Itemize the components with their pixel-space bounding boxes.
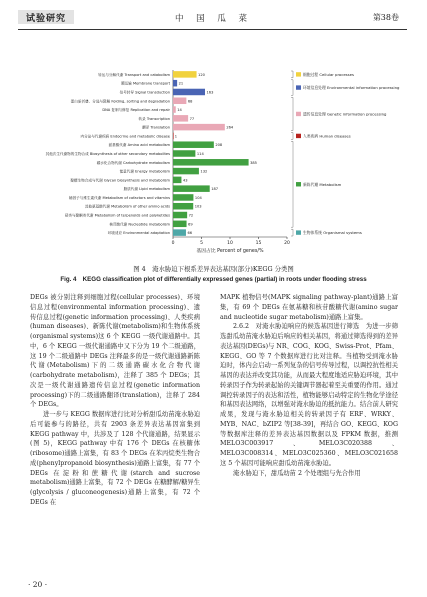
category-label: 转运与分解代谢 Transport and catabolism	[98, 72, 170, 77]
data-label: 187	[211, 187, 219, 192]
bar	[173, 141, 214, 148]
bar	[173, 89, 205, 96]
category-label: 萜类与聚酮类代谢 Metabolism of terpenoids and polyketides	[64, 213, 170, 218]
category-label: 转录 Transcription	[138, 116, 170, 121]
kegg-bar-chart	[0, 0, 427, 262]
body-right-column	[220, 293, 398, 478]
paragraph: 淹水胁迫下，甜瓜幼苗 2 个处理组与先合作用	[233, 469, 361, 477]
bar	[173, 159, 249, 166]
bar	[173, 133, 174, 140]
data-label: 103	[194, 204, 202, 209]
category-label: 碳水化合物代谢 Carbohydrate metabolism	[96, 160, 170, 165]
category-label: 氨基酸代谢 Amino acid metabolism	[108, 143, 170, 148]
data-label: 21	[178, 81, 184, 86]
legend-swatch	[296, 112, 301, 116]
legend-label: 新陈代谢 Metabolism	[303, 181, 342, 187]
section-tag: 试验研究	[18, 10, 74, 24]
legend-label: 人类疾病 Human diseases	[303, 133, 351, 139]
legend-bracket	[291, 97, 293, 130]
legend-label: 生物体系统 Organismal systems	[303, 230, 362, 236]
x-tick-label: 20	[284, 241, 290, 246]
bar	[173, 71, 197, 78]
paragraph: 进一步与 KEGG 数据库进行比对分析甜瓜幼苗淹水胁迫后可能参与的路径，共有 2903 条差异表达基因富集到 KEGG pathway 中，共涉及了 128 个代谢通路，结果显示(图 5)，KEGG pathway 中有 176 个 DEGs 在核糖体(ribosome)通路上富集，有 83 个 DEGs 在苯丙烷类生物合成(phenylpropanoid biosynthesis)通路上富集，有 77 个 DEGs 在淀粉和蔗糖代谢(starch and sucrose metabolism)通路上富集，有 72 个 DEGs 在糖酵解/糖异生(glycolysis / gluconeogenesis)通路上富集，有 72 个 DEGs 在	[30, 411, 200, 506]
x-axis-title: 基因占比 Percent of genes/%	[196, 249, 264, 254]
category-label: 蛋白质折叠、分选与降解 Folding, sorting and degradation	[70, 99, 170, 104]
bar	[173, 124, 225, 131]
x-tick-label: 15	[255, 241, 262, 246]
legend-bracket	[291, 141, 293, 227]
category-label: DNA 复制与修复 Replication and repair	[102, 108, 170, 113]
data-label: 14	[177, 108, 182, 113]
bar	[173, 115, 188, 122]
bar	[173, 168, 199, 175]
data-label: 385	[250, 160, 257, 165]
data-label: 132	[200, 169, 208, 174]
data-label: 264	[226, 125, 234, 130]
legend-bracket	[291, 71, 293, 78]
page-number: · 20 ·	[28, 580, 48, 589]
bar	[173, 194, 193, 201]
category-label: 聚糖生物合成与代谢 Glycan biosynthesis and metabolism	[70, 178, 170, 183]
bar	[173, 106, 176, 113]
category-label: 脂质代谢 Lipid metabolism	[123, 187, 170, 192]
data-label: 68	[187, 99, 193, 104]
paragraph: DEGs 被分别注释到细胞过程(cellular processes)、环境信息过程(environmental information processing)、遗传信息过程(genetic information processing)、人类疾病(human diseases)、新陈代谢(metabolism)和生物体系统(organismal systems)这 6 个 KEGG 一级代谢通路中。其中，6 个 KEGG 一级代谢通路中又下分为 19 个二级通路，这 19 个二级通路中 DEGs 注释最多的是一级代谢通路新陈代谢(Metabolism)下的二级通路碳水化合物代谢(carbohydrate metabolism)，注释了 385 个 DEGs；其次是一级代谢通路遗传信息过程(genetic information processing)下的二级通路翻译(translation)，注释了 284 个 DEGs。	[30, 294, 200, 409]
data-label: 208	[215, 143, 223, 148]
category-label: 核苷酸代谢 Nucleotide metabolism	[109, 222, 170, 227]
category-label: 其他次生代谢物的生物合成 Biosynthesis of other secondary metabolites	[45, 152, 170, 156]
data-label: 114	[196, 152, 204, 156]
figure-caption-en: Fig. 4 KEGG classification plot of differentially expressed genes (partial) in roots under flooding stress	[60, 276, 367, 283]
bar	[173, 177, 181, 184]
x-tick-label: 5	[200, 241, 203, 246]
category-label: 其他氨基酸代谢 Metabolism of other amino acids	[84, 204, 170, 209]
bar	[173, 150, 195, 157]
data-label: 66	[187, 231, 193, 236]
legend-swatch	[296, 134, 301, 138]
data-label: 1	[174, 134, 177, 139]
body-left-column	[30, 293, 200, 508]
legend-bracket	[291, 80, 293, 96]
data-label: 69	[188, 222, 193, 227]
paragraph: 2.6.2 对淹水胁迫响应的候选基因进行筛选 为进一步筛选甜瓜幼苗淹水胁迫后响应的相关基因，将通过筛选得到的差异表达基因(DEGs)与 NR、COG、KOG、Swiss-Prot、Pfam、KEGG、GO 等 7 个数据库进行比对注释。当植物受到淹水胁迫时，体内会启动一系列复杂的信号传导过程，以调控抗性相关基因的表达并改变其功能，从而最大程度地适应胁迫环境，其中转录因子作为转录起始的关键调节器起着至关重要的作用。通过调控转录因子的表达和活性，植物能够启动特定的生物化学途径和基因表达网络，以增强对淹水胁迫的抵抗能力。结合前人研究成果，发现与淹水胁迫相关的转录因子有 ERF、WRKY、MYB、NAC、bZIP2 等[38-39]，再结合 GO、KEGG、KOG 等数据库注释的差异表达基因数据以及 FPKM 数据，推测 MELO3C003917、MELO3C020388、MELO3C008314、MELO3C025360、MELO3C021658 这 5 个基因可能响应甜瓜幼苗淹水胁迫。	[220, 323, 398, 467]
legend-swatch	[296, 72, 301, 76]
legend-swatch	[296, 230, 301, 234]
x-tick-label: 10	[227, 241, 233, 246]
category-label: 内分泌与代谢疾病 Endocrine and metabolic disease	[80, 134, 170, 139]
category-label: 能量代谢 Energy metabolism	[119, 169, 170, 174]
bar	[173, 80, 177, 87]
data-label: 43	[182, 178, 188, 183]
bar	[173, 212, 187, 219]
category-label: 信号转导 Signal transduction	[119, 90, 170, 95]
category-label: 环境适应 Environmental adaptation	[107, 231, 170, 236]
legend-bracket	[291, 133, 293, 140]
x-tick-label: 0	[171, 241, 175, 246]
data-label: 77	[189, 116, 195, 121]
journal-name: 中 国 瓜 菜	[174, 14, 253, 24]
bar	[173, 98, 186, 105]
bar	[173, 185, 210, 192]
legend-label: 环境信息处理 Environmental information processing	[303, 85, 400, 91]
bar	[173, 229, 186, 236]
figure-caption-cn: 图 4 淹水胁迫下根系差异表达基因(部分)KEGG 分类图	[133, 265, 294, 273]
data-label: 120	[198, 72, 205, 77]
paragraph: MAPK 植物信号(MAPK signaling pathway-plant)通路上富集，有 69 个 DEGs 在氨基糖和核苷酸糖代谢(amino sugar and nucleotide sugar metabolism)通路上富集。	[220, 294, 398, 321]
category-label: 膜运输 Membrane transport	[121, 81, 170, 86]
bar	[173, 221, 187, 228]
category-label: 翻译 Translation	[142, 125, 170, 130]
category-label: 辅因子与维生素代谢 Metabolism of cofactors and vitamins	[68, 195, 170, 200]
volume-number: 第38卷	[372, 13, 399, 22]
data-label: 163	[206, 90, 214, 95]
legend-label: 遗传信息处理 Genetic information processing	[303, 111, 387, 117]
legend-swatch	[296, 182, 301, 186]
legend-swatch	[296, 85, 301, 89]
legend-label: 细胞过程 Cellular processes	[303, 71, 354, 77]
data-label: 72	[188, 213, 194, 218]
bar	[173, 203, 193, 210]
legend-bracket	[291, 229, 293, 236]
data-label: 104	[194, 195, 202, 200]
